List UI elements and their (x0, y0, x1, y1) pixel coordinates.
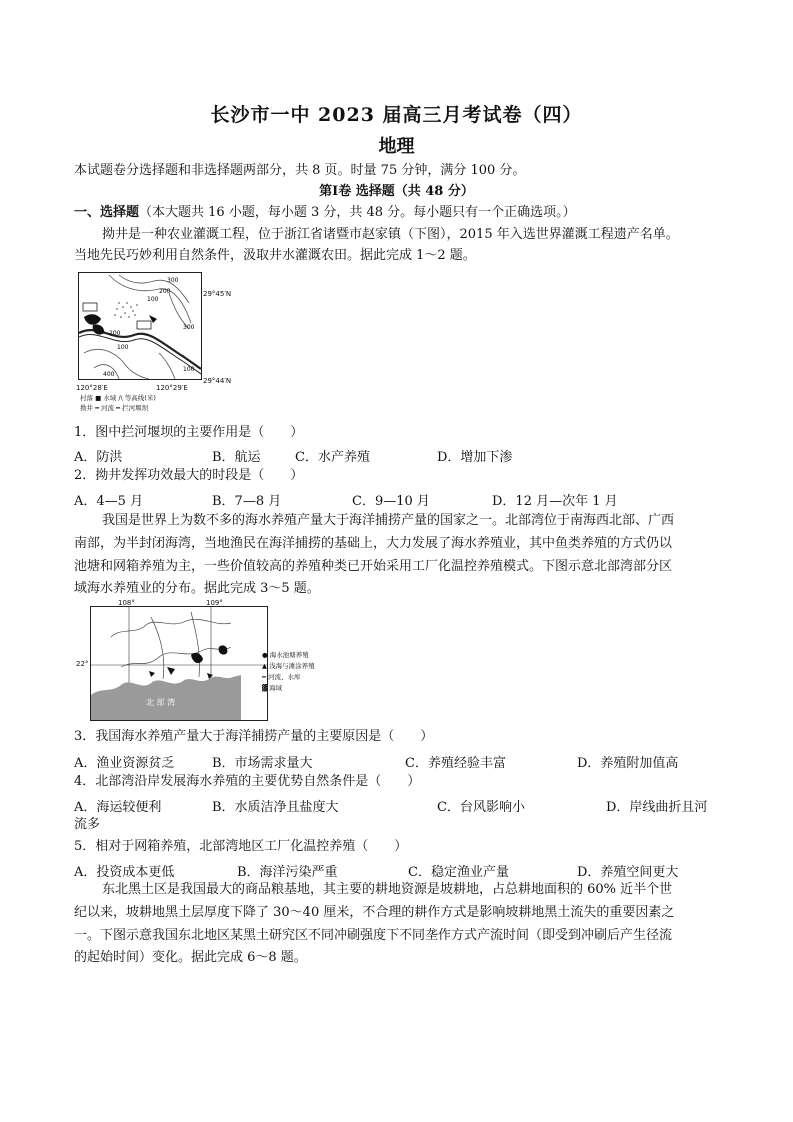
q2-stem: 2．拗井发挥功效最大的时段是（ ） (74, 468, 304, 483)
map-beibu-gulf-figure (90, 606, 268, 721)
map-irrigation-svg (79, 273, 201, 379)
contour-label: 400 (103, 371, 115, 378)
map2-lat-22: 22° (76, 660, 89, 668)
map2-legend-item: ▓ 海域 (262, 684, 283, 692)
contour-label: 200 (159, 288, 171, 295)
section1-label: 一、选择题 (74, 205, 140, 220)
passage2-line2: 南部，为半封闭海湾，当地渔民在海洋捕捞的基础上，大力发展了海水养殖业，其中鱼类养殖的方式仍以 (74, 536, 673, 551)
exam-intro: 本试题卷分选择题和非选择题两部分，共 8 页。时量 75 分钟，满分 100 分。 (74, 163, 526, 178)
map1-lon-right: 120°29′E (156, 384, 188, 392)
q2-option-d[interactable]: D．12 月—次年 1 月 (492, 494, 618, 509)
section1-heading (74, 202, 576, 224)
section1-instructions: （本大题共 16 小题，每小题 3 分，共 48 分。每小题只有一个正确选项。） (139, 205, 576, 220)
passage1-line1: 拗井是一种农业灌溉工程，位于浙江省诸暨市赵家镇（下图），2015 年入选世界灌溉工程遗产名单。 (102, 227, 679, 242)
passage3-line1: 东北黑土区是我国最大的商品粮基地，其主要的耕地资源是坡耕地，占总耕地面积的 60% 近半个世 (102, 882, 673, 897)
contour-label: 300 (183, 324, 195, 331)
map2-legend (262, 650, 315, 694)
q1-option-b[interactable]: B．航运 (212, 450, 261, 465)
q1-option-a[interactable]: A．防洪 (74, 450, 123, 465)
q5-option-c[interactable]: C．稳定渔业产量 (408, 865, 509, 880)
map1-lon-left: 120°28′E (76, 384, 108, 392)
passage3-line4: 的起始时间）变化。据此完成 6～8 题。 (74, 950, 307, 965)
subject-title: 地理 (378, 136, 415, 157)
q3-stem: 3．我国海水养殖产量大于海洋捕捞产量的主要原因是（ ） (74, 729, 434, 744)
map2-legend-item: ━ 河流、水库 (262, 673, 301, 681)
q4-option-d[interactable]: D．岸线曲折且河 (606, 800, 708, 815)
map2-lon-108: 108° (118, 599, 135, 607)
contour-label: 300 (167, 277, 179, 284)
passage3-line3: 一。下图示意我国东北地区某黑土研究区不同冲刷强度下不同垄作方式产流时间（即受到冲刷后产生径流 (74, 928, 673, 943)
q1-option-d[interactable]: D．增加下渗 (437, 450, 513, 465)
passage3-line2: 纪以来，坡耕地黑土层厚度下降了 30～40 厘米，不合理的耕作方式是影响坡耕地黑土流失的重要因素之 (74, 905, 675, 920)
q2-option-c[interactable]: C．9—10 月 (352, 494, 430, 509)
passage1-line2: 当地先民巧妙利用自然条件，汲取井水灌溉农田。据此完成 1～2 题。 (74, 248, 476, 263)
passage2-line4: 域海水养殖业的分布。据此完成 3～5 题。 (74, 581, 320, 596)
q1-stem: 1．图中拦河堰坝的主要作用是（ ） (74, 425, 304, 440)
map2-legend-item: ● 海水池塘养殖 (262, 651, 309, 659)
q5-option-b[interactable]: B．海洋污染严重 (237, 865, 338, 880)
q4-stem: 4．北部湾沿岸发展海水养殖的主要优势自然条件是（ ） (74, 774, 421, 789)
q5-option-a[interactable]: A．投资成本更低 (74, 865, 175, 880)
q2-option-b[interactable]: B．7—8 月 (212, 494, 282, 509)
map1-legend-row2: 拗井 ━ 河流 ━ 拦河堰坝 (80, 404, 149, 412)
map1-lat-top: 29°45′N (203, 290, 232, 298)
q3-option-c[interactable]: C．养殖经验丰富 (405, 756, 506, 771)
map2-legend-item: ▲ 浅海与滩涂养殖 (262, 662, 315, 670)
map2-sea-label: 北 部 湾 (146, 698, 176, 707)
q4-option-b[interactable]: B．水质洁净且盐度大 (212, 800, 339, 815)
q3-option-b[interactable]: B．市场需求量大 (212, 756, 313, 771)
q5-option-d[interactable]: D．养殖空间更大 (577, 865, 679, 880)
q4-option-d-wrap: 流多 (74, 817, 101, 832)
contour-label: 100 (117, 344, 129, 351)
q2-option-a[interactable]: A．4—5 月 (74, 494, 144, 509)
map1-lat-bottom: 29°44′N (203, 377, 232, 385)
q5-stem: 5．相对于网箱养殖，北部湾地区工厂化温控养殖（ ） (74, 839, 408, 854)
contour-label: 200 (109, 330, 121, 337)
map-irrigation-figure (78, 272, 202, 380)
q3-option-d[interactable]: D．养殖附加值高 (577, 756, 679, 771)
q3-option-a[interactable]: A．渔业资源贫乏 (74, 756, 175, 771)
passage2-line1: 我国是世界上为数不多的海水养殖产量大于海洋捕捞产量的国家之一。北部湾位于南海西北部、广西 (102, 513, 675, 528)
map2-lon-109: 109° (206, 599, 223, 607)
map-beibu-gulf-svg (91, 607, 267, 720)
passage2-line3: 池塘和网箱养殖为主，一些价值较高的养殖种类已开始采用工厂化温控养殖模式。下图示意北部湾部分区 (74, 559, 673, 574)
q4-option-a[interactable]: A．海运较便利 (74, 800, 162, 815)
q1-option-c[interactable]: C．水产养殖 (295, 450, 370, 465)
q4-option-c[interactable]: C．台风影响小 (437, 800, 525, 815)
map1-legend-row1: 村落 ■ 水域 /\ 等高线(米) (80, 394, 156, 402)
part1-title: 第Ⅰ卷 选择题（共 48 分） (319, 184, 474, 199)
exam-title: 长沙市一中 2023 届高三月考试卷（四） (210, 104, 583, 126)
contour-label: 100 (183, 366, 195, 373)
contour-label: 100 (147, 296, 159, 303)
